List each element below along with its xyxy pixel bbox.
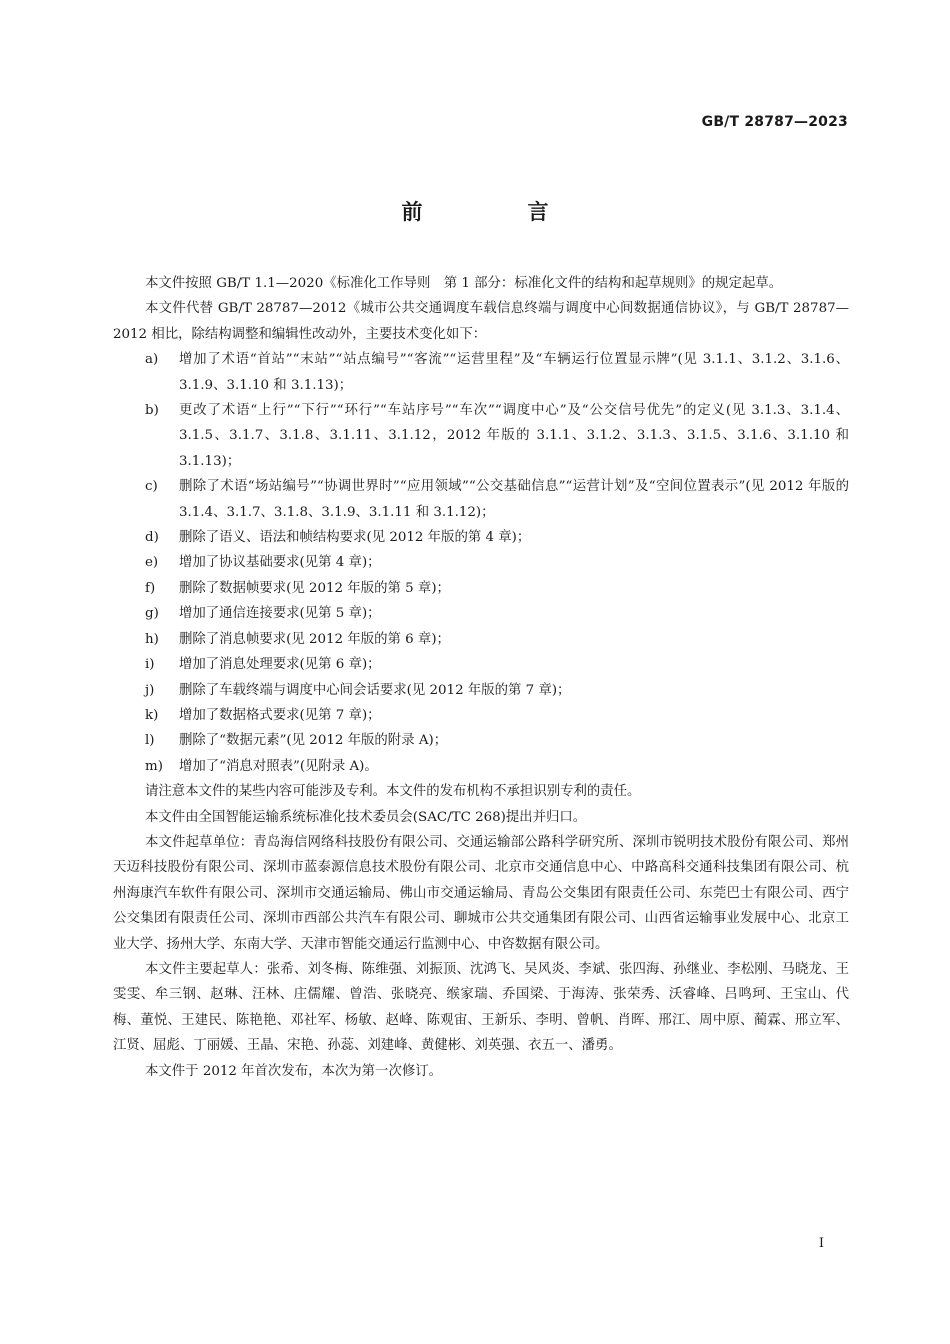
list-marker: c) (145, 479, 158, 495)
list-marker: k) (145, 707, 159, 723)
paragraph: 本文件按照 GB/T 1.1—2020《标准化工作导则 第 1 部分：标准化文件的结构和起草规则》的规定起草。 (145, 276, 783, 291)
list-item (113, 347, 849, 398)
list-item-text: 删除了消息帧要求(见 2012 年版的第 6 章)； (179, 631, 450, 647)
list-marker: e) (145, 555, 159, 571)
foreword-body (113, 271, 849, 1084)
paragraph: 本文件代替 GB/T 28787—2012《城市公共交通调度车载信息终端与调度中心间数据通信协议》，与 GB/T 28787—2012 相比，除结构调整和编辑性改动外，主要技术变化如下： (113, 301, 849, 342)
list-item-text: 删除了车载终端与调度中心间会话要求(见 2012 年版的第 7 章)； (179, 682, 571, 698)
list-item-text: 删除了“数据元素”(见 2012 年版的附录 A)； (179, 733, 448, 749)
list-item-text: 更改了术语“上行”“下行”“环行”“车站序号”“车次”“调度中心”及“公交信号优先”的定义(见 3.1.3、3.1.4、3.1.5、3.1.7、3.1.8、3.1.11、3.1.12，2012 年版的 3.1.1、3.1.2、3.1.3、3.1.5、3.1.6、3.1.10 和 3.1.13)； (179, 403, 849, 469)
list-item (113, 601, 849, 626)
list-item (113, 652, 849, 677)
list-marker: h) (145, 631, 159, 647)
list-item-text: 增加了消息处理要求(见第 6 章)； (179, 657, 381, 673)
technical-changes-list (113, 347, 849, 779)
proposing-committee: 本文件由全国智能运输系统标准化技术委员会(SAC/TC 268)提出并归口。 (145, 809, 587, 825)
drafting-organizations: 本文件起草单位：青岛海信网络科技股份有限公司、交通运输部公路科学研究所、深圳市锐明技术股份有限公司、郑州天迈科技股份有限公司、深圳市蓝泰源信息技术股份有限公司、北京市交通信息中心、中路高科交通科技集团有限公司、杭州海康汽车软件有限公司、深圳市交通运输局、佛山市交通运输局、青岛公交集团有限责任公司、东莞巴士有限公司、西宁公交集团有限责任公司、深圳市西部公共汽车有限公司、聊城市公共交通集团有限公司、山西省运输事业发展中心、北京工业大学、扬州大学、东南大学、天津市智能交通运行监测中心、中咨数据有限公司。 (113, 834, 849, 952)
drafters: 本文件主要起草人：张希、刘冬梅、陈维强、刘振顶、沈鸿飞、吴风炎、李斌、张四海、孙继业、李松刚、马晓龙、王雯雯、牟三钢、赵琳、汪林、庄儒耀、曾浩、张晓亮、缑家瑞、乔国梁、于海涛、张荣秀、沃睿峰、吕鸣珂、王宝山、代梅、董悦、王建民、陈艳艳、邓社军、杨敏、赵峰、陈观宙、王新乐、李明、曾帆、肖晖、邢江、周中原、蔺霖、邢立军、江贤、屈彪、丁丽媛、王晶、宋艳、孙蕊、刘建峰、黄健彬、刘英强、衣五一、潘勇。 (113, 961, 849, 1054)
list-item (113, 703, 849, 728)
list-marker: b) (145, 403, 159, 419)
list-marker: f) (145, 580, 156, 596)
page-number: Ⅰ (818, 1236, 824, 1251)
publication-history: 本文件于 2012 年首次发布，本次为第一次修订。 (145, 1063, 443, 1079)
list-item (113, 474, 849, 525)
list-item (113, 728, 849, 753)
list-item-text: 增加了通信连接要求(见第 5 章)； (179, 606, 381, 622)
list-item (113, 398, 849, 474)
list-marker: i) (145, 657, 155, 673)
list-item (113, 627, 849, 652)
list-item-text: 增加了协议基础要求(见第 4 章)； (179, 555, 381, 571)
patent-notice: 请注意本文件的某些内容可能涉及专利。本文件的发布机构不承担识别专利的责任。 (145, 784, 641, 800)
list-item (113, 678, 849, 703)
list-item-text: 增加了“消息对照表”(见附录 A)。 (179, 758, 378, 774)
list-item-text: 删除了术语“场站编号”“协调世界时”“应用领域”“公交基础信息”“运营计划”及“空间位置表示”(见 2012 年版的 3.1.4、3.1.7、3.1.8、3.1.9、3.1.11 和 3.1.12)； (179, 479, 849, 520)
page-title: 前 言 (401, 200, 591, 224)
list-marker: j) (145, 682, 155, 698)
list-item-text: 增加了术语“首站”“末站”“站点编号”“客流”“运营里程”及“车辆运行位置显示牌”(见 3.1.1、3.1.2、3.1.6、3.1.9、3.1.10 和 3.1.13)； (179, 352, 849, 393)
standard-number: GB/T 28787—2023 (701, 114, 848, 130)
list-item (113, 525, 849, 550)
list-item-text: 增加了数据格式要求(见第 7 章)； (179, 707, 381, 723)
list-marker: l) (145, 733, 155, 749)
list-marker: a) (145, 352, 159, 368)
list-item (113, 550, 849, 575)
list-item (113, 576, 849, 601)
list-marker: g) (145, 606, 159, 622)
list-item (113, 754, 849, 779)
list-marker: m) (145, 758, 163, 774)
list-item-text: 删除了语义、语法和帧结构要求(见 2012 年版的第 4 章)； (179, 530, 531, 546)
list-marker: d) (145, 530, 159, 546)
list-item-text: 删除了数据帧要求(见 2012 年版的第 5 章)； (179, 580, 450, 596)
